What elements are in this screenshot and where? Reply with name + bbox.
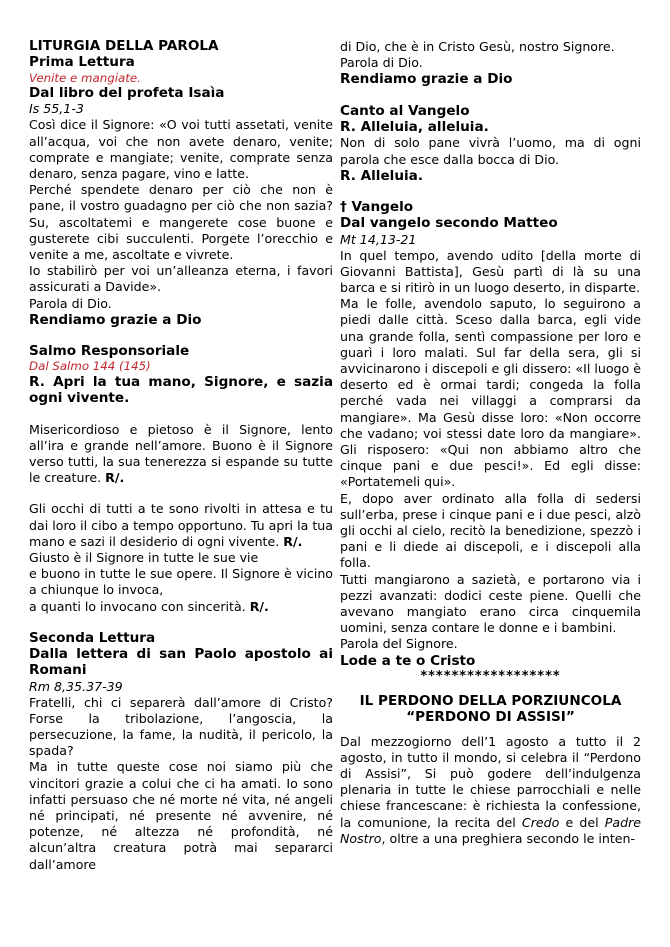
psalm-response-mark: R/.	[249, 598, 269, 614]
second-reading-closing: Parola di Dio.	[340, 55, 423, 71]
first-reading-closing: Parola di Dio.	[29, 295, 112, 311]
perdono-subtitle: “PERDONO DI ASSISI”	[406, 709, 575, 726]
acclamation-refrain: R. Alleluia, alleluia.	[340, 119, 489, 135]
second-reading-p1: Fratelli, chi ci separerà dall’amore di Cristo? Forse la tribolazione, l’angoscia, la persecuzione, la fame, la nudità, il pericolo, la spada?	[29, 694, 333, 759]
perdono-text	[340, 734, 641, 847]
psalm-response-mark: R/.	[105, 470, 125, 486]
second-reading-source: Dalla lettera di san Paolo apostolo ai Romani	[29, 646, 333, 679]
spacer	[340, 685, 641, 693]
right-column	[340, 39, 641, 847]
first-reading-response: Rendiamo grazie a Dio	[29, 311, 202, 328]
psalm-stanza-1-text: Misericordioso e pietoso è il Signore, lento all’ira e grande nell’amore. Buono è il Signore verso tutti, la sua tenerezza si espande su tutte le creature.	[29, 421, 333, 486]
spacer	[340, 184, 641, 199]
psalm-stanza-1	[29, 422, 333, 487]
psalm-title: Salmo Responsoriale	[29, 343, 190, 360]
first-reading-p1: Così dice il Signore: «O voi tutti assetati, venite all’acqua, voi che non avete denaro, venite; comprate e mangiate; venite, comprate senza denaro, senza pagare, vino e latte.	[29, 117, 333, 181]
acclamation-refrain-end: R. Alleluia.	[340, 167, 424, 184]
first-reading-ref: Is 55,1-3	[29, 101, 84, 117]
separator-stars: ******************	[420, 668, 561, 684]
first-reading-p3: Io stabilirò per voi un’alleanza eterna, i favori assicurati a Davide».	[29, 263, 333, 295]
psalm-subtitle: Dal Salmo 144 (145)	[29, 359, 151, 374]
psalm-stanza-3c-text: a quanti lo invocano con sincerità.	[29, 598, 246, 614]
section-title: LITURGIA DELLA PAROLA	[29, 38, 219, 54]
psalm-refrain: R. Apri la tua mano, Signore, e sazia ogni vivente.	[29, 373, 333, 407]
gospel-source: Dal vangelo secondo Matteo	[340, 215, 558, 232]
perdono-title: IL PERDONO DELLA PORZIUNCOLA	[359, 692, 622, 709]
first-reading-subtitle: Venite e mangiate.	[29, 70, 141, 85]
second-reading-continued: di Dio, che è in Cristo Gesù, nostro Signore.	[340, 39, 615, 54]
second-reading-p2: Ma in tutte queste cose noi siamo più che vincitori grazie a colui che ci ha amati. Io sono infatti persuaso che né morte né vita, né angeli né principati, né presente né avvenire, né potenze, né altezza né profondità, né alcun’altra creatura potrà mai separarci dall’amore	[29, 759, 333, 872]
first-reading-source: Dal libro del profeta Isaìa	[29, 85, 225, 102]
acclamation-title: Canto al Vangelo	[340, 102, 470, 119]
psalm-stanza-3b: e buono in tutte le sue opere. Il Signore è vicino a chiunque lo invoca,	[29, 566, 333, 598]
first-reading-p2: Perché spendete denaro per ciò che non è pane, il vostro guadagno per ciò che non sazia? Su, ascoltatemi e mangerete cose buone e gusterete cibi succulenti. Porgete l’orecchio e venite a me, ascoltate e vivrete.	[29, 182, 333, 263]
psalm-stanza-2-text: Gli occhi di tutti a te sono rivolti in attesa e tu dai loro il cibo a tempo opportuno. Tu apri la tua mano e sazi il desiderio di ogni vivente.	[29, 501, 333, 549]
spacer	[29, 615, 333, 630]
spacer	[340, 88, 641, 103]
gospel-p2: Ma le folle, avendolo saputo, lo seguirono a piedi dalle città. Sceso dalla barca, egli vide una grande folla, sentì compassione per loro e guarì i loro malati. Sul far della sera, gli si avvicinarono i discepoli e gli dissero: «Il luogo è deserto ed è ormai tardi; congeda la folla perché vada nei villaggi a comprarsi da mangiare». Ma Gesù disse loro: «Non occorre che vadano; voi stessi date loro da mangiare». Gli risposero: «Qui non abbiamo altro che cinque pani e due pesci!». Ed egli disse: «Portatemeli qui».	[340, 296, 641, 490]
spacer	[29, 407, 333, 422]
second-reading-title: Seconda Lettura	[29, 629, 156, 646]
gospel-p3: E, dopo aver ordinato alla folla di sedersi sull’erba, prese i cinque pani e i due pesci, alzò gli occhi al cielo, recitò la benedizione, spezzò i pani e li diede ai discepoli, e i discepoli alla folla.	[340, 490, 641, 571]
gospel-p4: Tutti mangiarono a sazietà, e portarono via i pezzi avanzati: dodici ceste piene. Quelli che avevano mangiato erano circa cinquemila uomini, senza contare le donne e i bambini.	[340, 571, 641, 636]
spacer	[340, 726, 641, 734]
psalm-stanza-2	[29, 501, 333, 550]
gospel-title-line	[340, 199, 641, 215]
psalm-response-mark: R/.	[283, 533, 303, 549]
perdono-credo: Credo	[521, 814, 560, 830]
gospel-title: Vangelo	[351, 199, 414, 215]
perdono-padre-nostro: Padre Nostro	[340, 814, 641, 846]
perdono-text-a: Dal mezzogiorno dell’1 agosto a tutto il 2 agosto, in tutto il mondo, si celebra il “Perdono di Assisi”, Si può godere dell’indulgenza plenaria in tutte le chiese parrocchiali e nelle chiese francescane: è richiesta la confessione, la comunione, la recita del	[340, 733, 641, 830]
perdono-text-c: , oltre a una preghiera secondo le inten-	[381, 830, 636, 846]
acclamation-text: Non di solo pane vivrà l’uomo, ma di ogni parola che esce dalla bocca di Dio.	[340, 135, 641, 167]
gospel-closing: Parola del Signore.	[340, 636, 458, 652]
psalm-stanza-3c	[29, 599, 333, 615]
left-column	[29, 38, 333, 873]
second-reading-ref: Rm 8,35.37-39	[29, 678, 123, 694]
first-reading-title: Prima Lettura	[29, 54, 135, 71]
spacer	[29, 328, 333, 343]
psalm-stanza-3a: Giusto è il Signore in tutte le sue vie	[29, 549, 259, 565]
spacer	[29, 486, 333, 501]
second-reading-response: Rendiamo grazie a Dio	[340, 71, 513, 88]
gospel-response: Lode a te o Cristo	[340, 652, 476, 669]
gospel-p1: In quel tempo, avendo udito [della morte di Giovanni Battista], Gesù partì di là su una barca e si ritirò in un luogo deserto, in disparte.	[340, 247, 641, 295]
gospel-ref: Mt 14,13-21	[340, 231, 417, 247]
cross-icon: †	[340, 199, 347, 215]
perdono-text-b: e del	[559, 814, 605, 830]
